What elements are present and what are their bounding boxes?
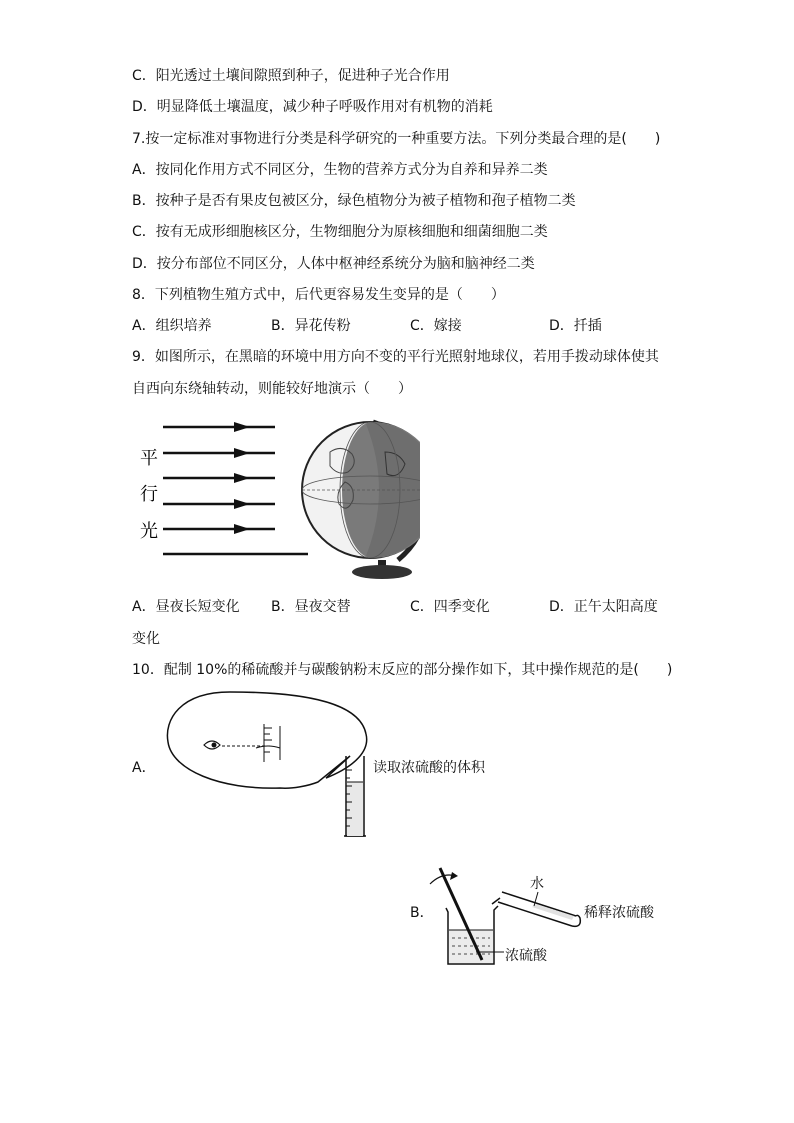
q9-option-d: D．正午太阳高度	[549, 599, 658, 615]
q7-option-a: A．按同化作用方式不同区分，生物的营养方式分为自养和异养二类	[132, 162, 548, 178]
q10-option-a-label: A．	[132, 760, 156, 776]
q9-option-d-cont: 变化	[132, 631, 160, 647]
q8-stem: 8．下列植物生殖方式中，后代更容易发生变异的是（ ）	[132, 287, 505, 303]
q8-option-c: C．嫁接	[410, 318, 462, 334]
q8-option-b: B．异花传粉	[271, 318, 351, 334]
prev-option-d: D．明显降低土壤温度，减少种子呼吸作用对有机物的消耗	[132, 99, 493, 115]
graduated-cylinder-figure	[160, 690, 400, 840]
prev-option-c: C．阳光透过土壤间隙照到种子，促进种子光合作用	[132, 68, 450, 84]
q7-option-b: B．按种子是否有果皮包被区分，绿色植物分为被子植物和孢子植物二类	[132, 193, 576, 209]
q10-option-b-dilute-caption: 稀释浓硫酸	[584, 905, 654, 921]
q10-option-a-caption: 读取浓硫酸的体积	[373, 760, 485, 776]
fig-label-xing: 行	[140, 484, 158, 505]
q9-option-b: B．昼夜交替	[271, 599, 351, 615]
fig-label-ping: 平	[140, 448, 158, 469]
q10-option-b-label: B．	[410, 905, 434, 921]
q9-stem-line2: 自西向东绕轴转动，则能较好地演示（ ）	[132, 381, 412, 397]
q10-option-b-acid-caption: 浓硫酸	[505, 948, 547, 964]
q9-option-a: A．昼夜长短变化	[132, 599, 240, 615]
q9-option-c: C．四季变化	[410, 599, 490, 615]
globe-icon	[302, 422, 420, 579]
q9-stem-line1: 9．如图所示，在黑暗的环境中用方向不变的平行光照射地球仪，若用手拨动球体使其	[132, 349, 659, 365]
q10-option-b-water: 水	[530, 876, 544, 892]
q8-option-d: D．扦插	[549, 318, 602, 334]
q10-stem: 10．配制 10%的稀硫酸并与碳酸钠粉末反应的部分操作如下，其中操作规范的是( )	[132, 662, 673, 678]
q7-option-d: D．按分布部位不同区分，人体中枢神经系统分为脑和脑神经二类	[132, 256, 535, 272]
parallel-light-arrows	[163, 422, 308, 554]
fig-label-guang: 光	[140, 521, 158, 542]
q7-option-c: C．按有无成形细胞核区分，生物细胞分为原核细胞和细菌细胞二类	[132, 224, 548, 240]
q7-stem: 7.按一定标准对事物进行分类是科学研究的一种重要方法。下列分类最合理的是( )	[132, 131, 661, 147]
q8-option-a: A．组织培养	[132, 318, 212, 334]
globe-parallel-light-figure	[130, 412, 420, 582]
